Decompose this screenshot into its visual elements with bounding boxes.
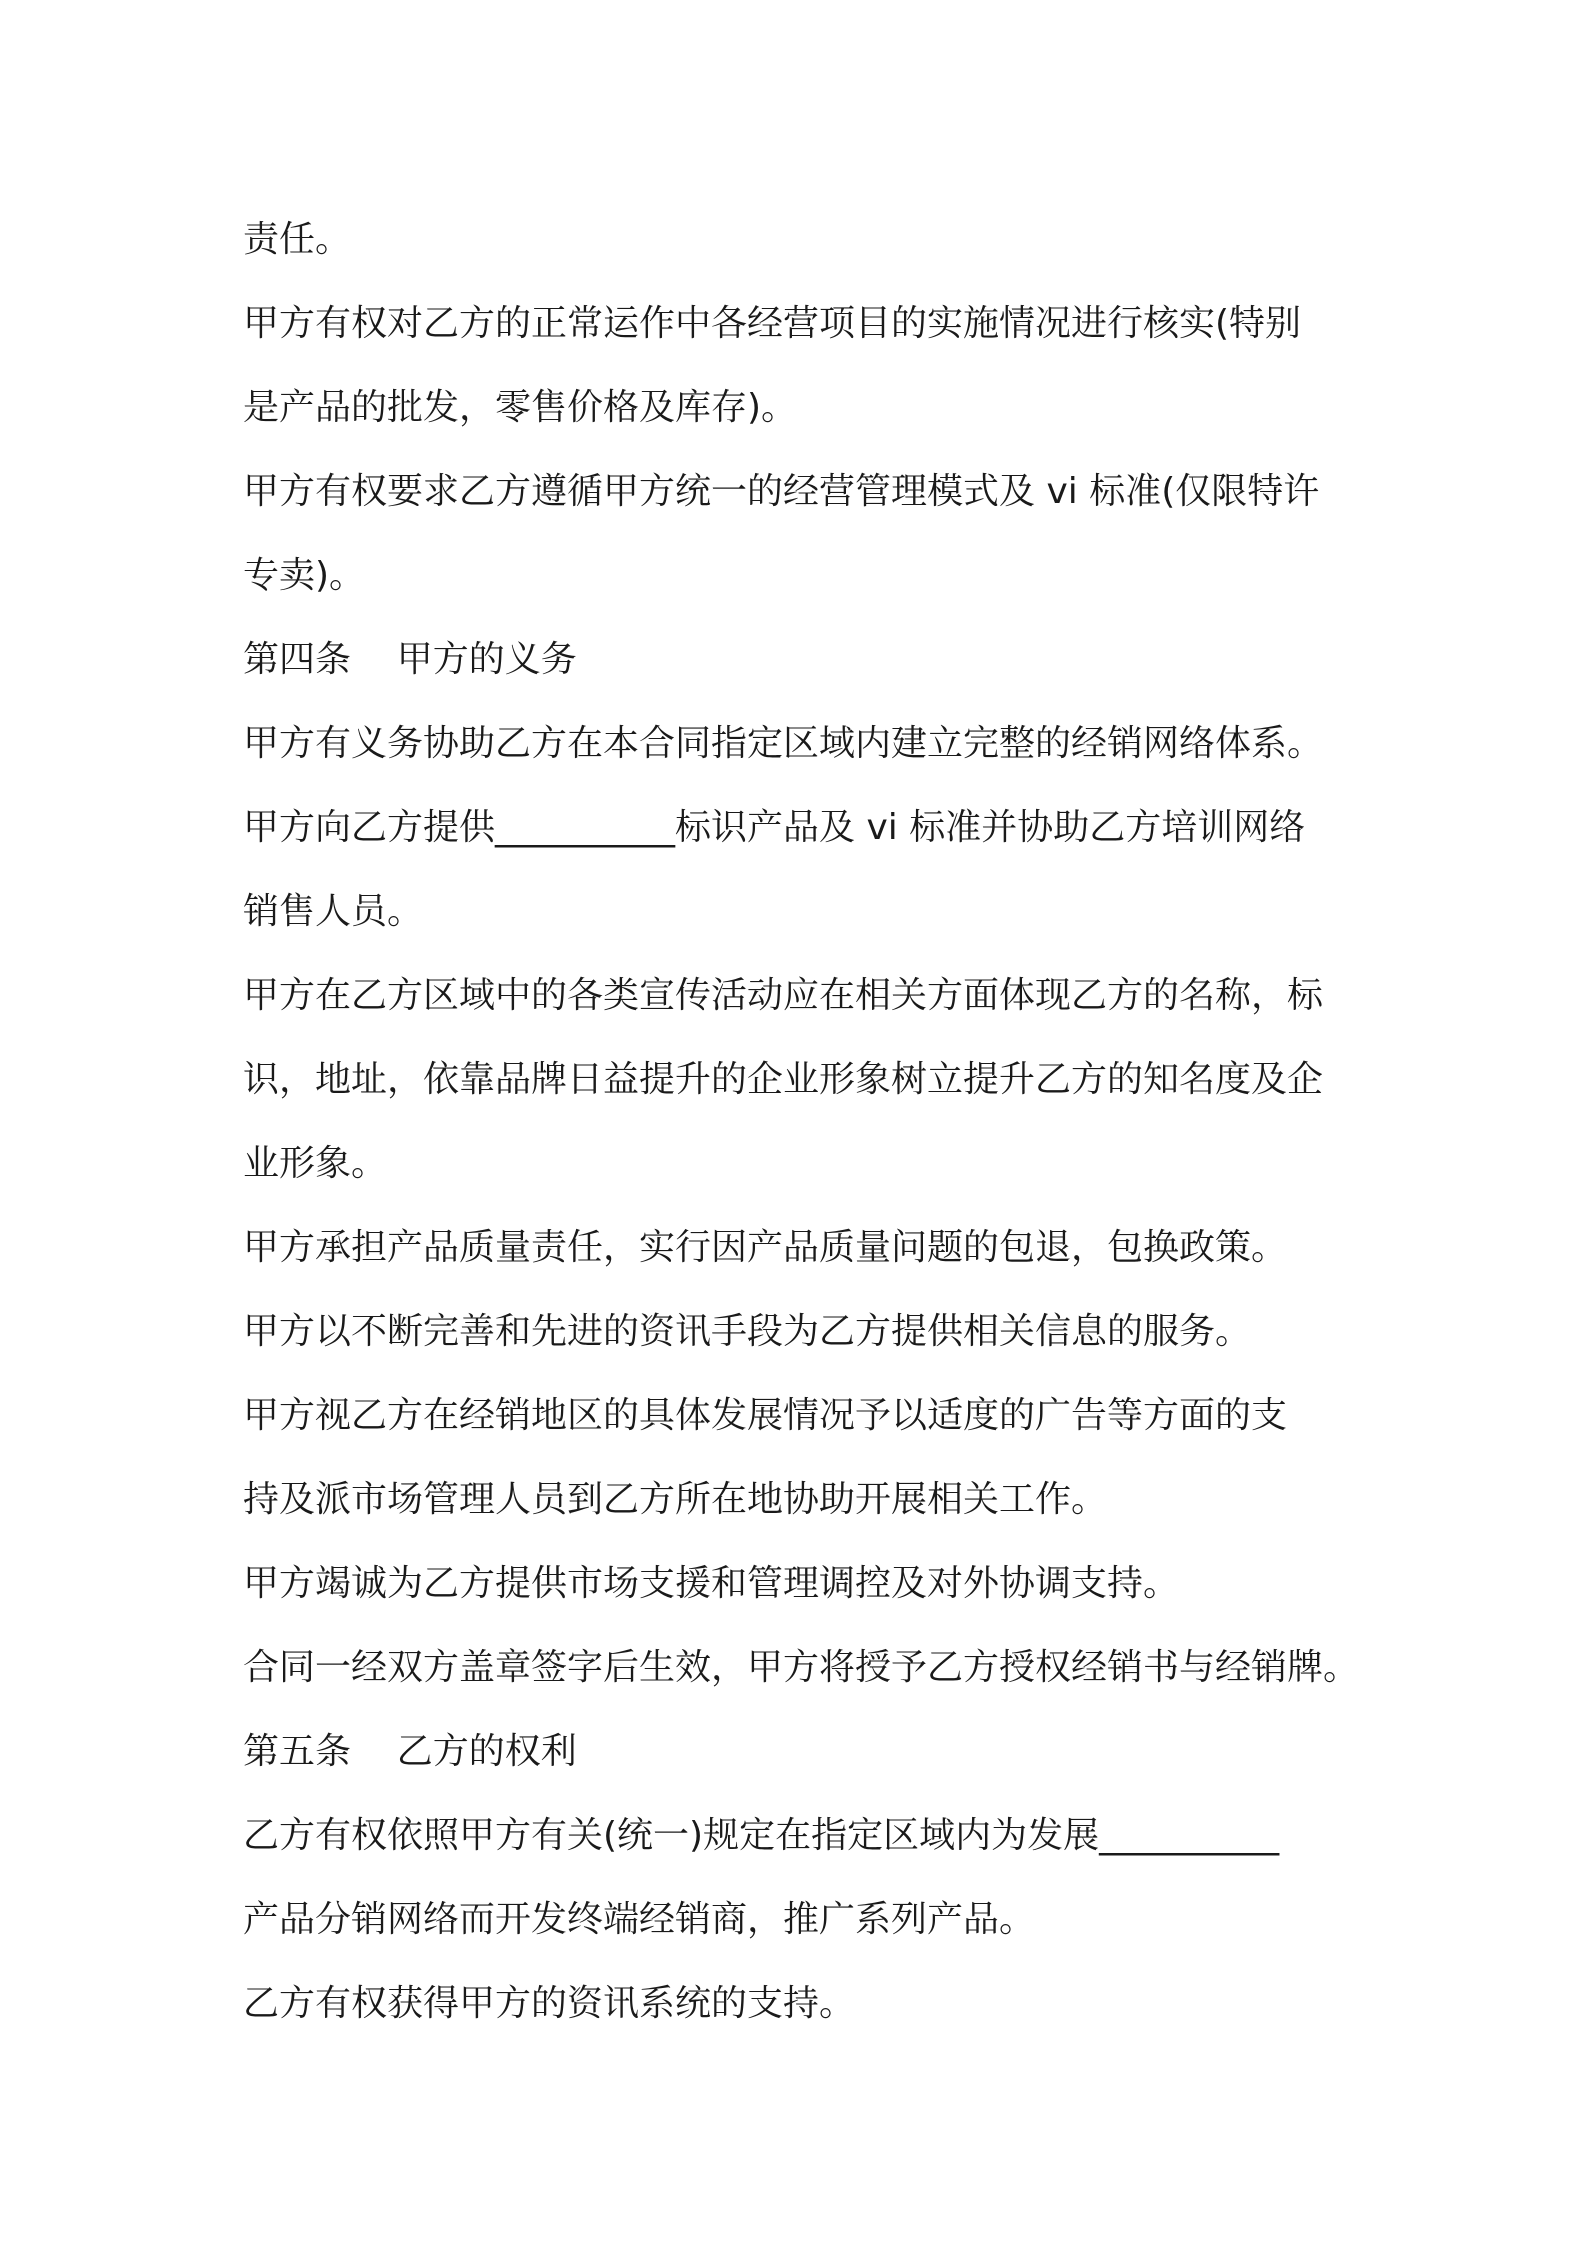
text-line: 乙方有权依照甲方有关(统一)规定在指定区域内为发展__________	[243, 1815, 1280, 1856]
text-line: 识，地址，依靠品牌日益提升的企业形象树立提升乙方的知名度及企	[243, 1059, 1324, 1100]
text-line: 甲方有义务协助乙方在本合同指定区域内建立完整的经销网络体系。	[243, 723, 1324, 764]
text-line: 甲方有权要求乙方遵循甲方统一的经营管理模式及 vi 标准(仅限特许	[243, 471, 1320, 512]
text-line: 合同一经双方盖章签字后生效，甲方将授予乙方授权经销书与经销牌。	[243, 1647, 1360, 1688]
text-line: 甲方向乙方提供__________标识产品及 vi 标准并协助乙方培训网络	[243, 807, 1306, 848]
text-line: 甲方竭诚为乙方提供市场支援和管理调控及对外协调支持。	[243, 1563, 1180, 1604]
text-line: 产品分销网络而开发终端经销商，推广系列产品。	[243, 1899, 1036, 1940]
text-line: 是产品的批发，零售价格及库存)。	[243, 387, 798, 428]
text-line: 甲方在乙方区域中的各类宣传活动应在相关方面体现乙方的名称，标	[243, 975, 1324, 1016]
text-line: 业形象。	[243, 1143, 388, 1184]
section-heading: 第五条 乙方的权利	[243, 1731, 577, 1772]
text-line: 责任。	[243, 219, 352, 260]
document-body	[243, 198, 1363, 2046]
text-line: 甲方承担产品质量责任，实行因产品质量问题的包退，包换政策。	[243, 1227, 1288, 1268]
text-line: 持及派市场管理人员到乙方所在地协助开展相关工作。	[243, 1479, 1108, 1520]
text-line: 专卖)。	[243, 555, 366, 596]
section-heading: 第四条 甲方的义务	[243, 639, 577, 680]
text-line: 甲方视乙方在经销地区的具体发展情况予以适度的广告等方面的支	[243, 1395, 1288, 1436]
text-line: 甲方有权对乙方的正常运作中各经营项目的实施情况进行核实(特别	[243, 303, 1302, 344]
text-line: 乙方有权获得甲方的资讯系统的支持。	[243, 1983, 856, 2024]
text-line: 销售人员。	[243, 891, 424, 932]
text-line: 甲方以不断完善和先进的资讯手段为乙方提供相关信息的服务。	[243, 1311, 1252, 1352]
